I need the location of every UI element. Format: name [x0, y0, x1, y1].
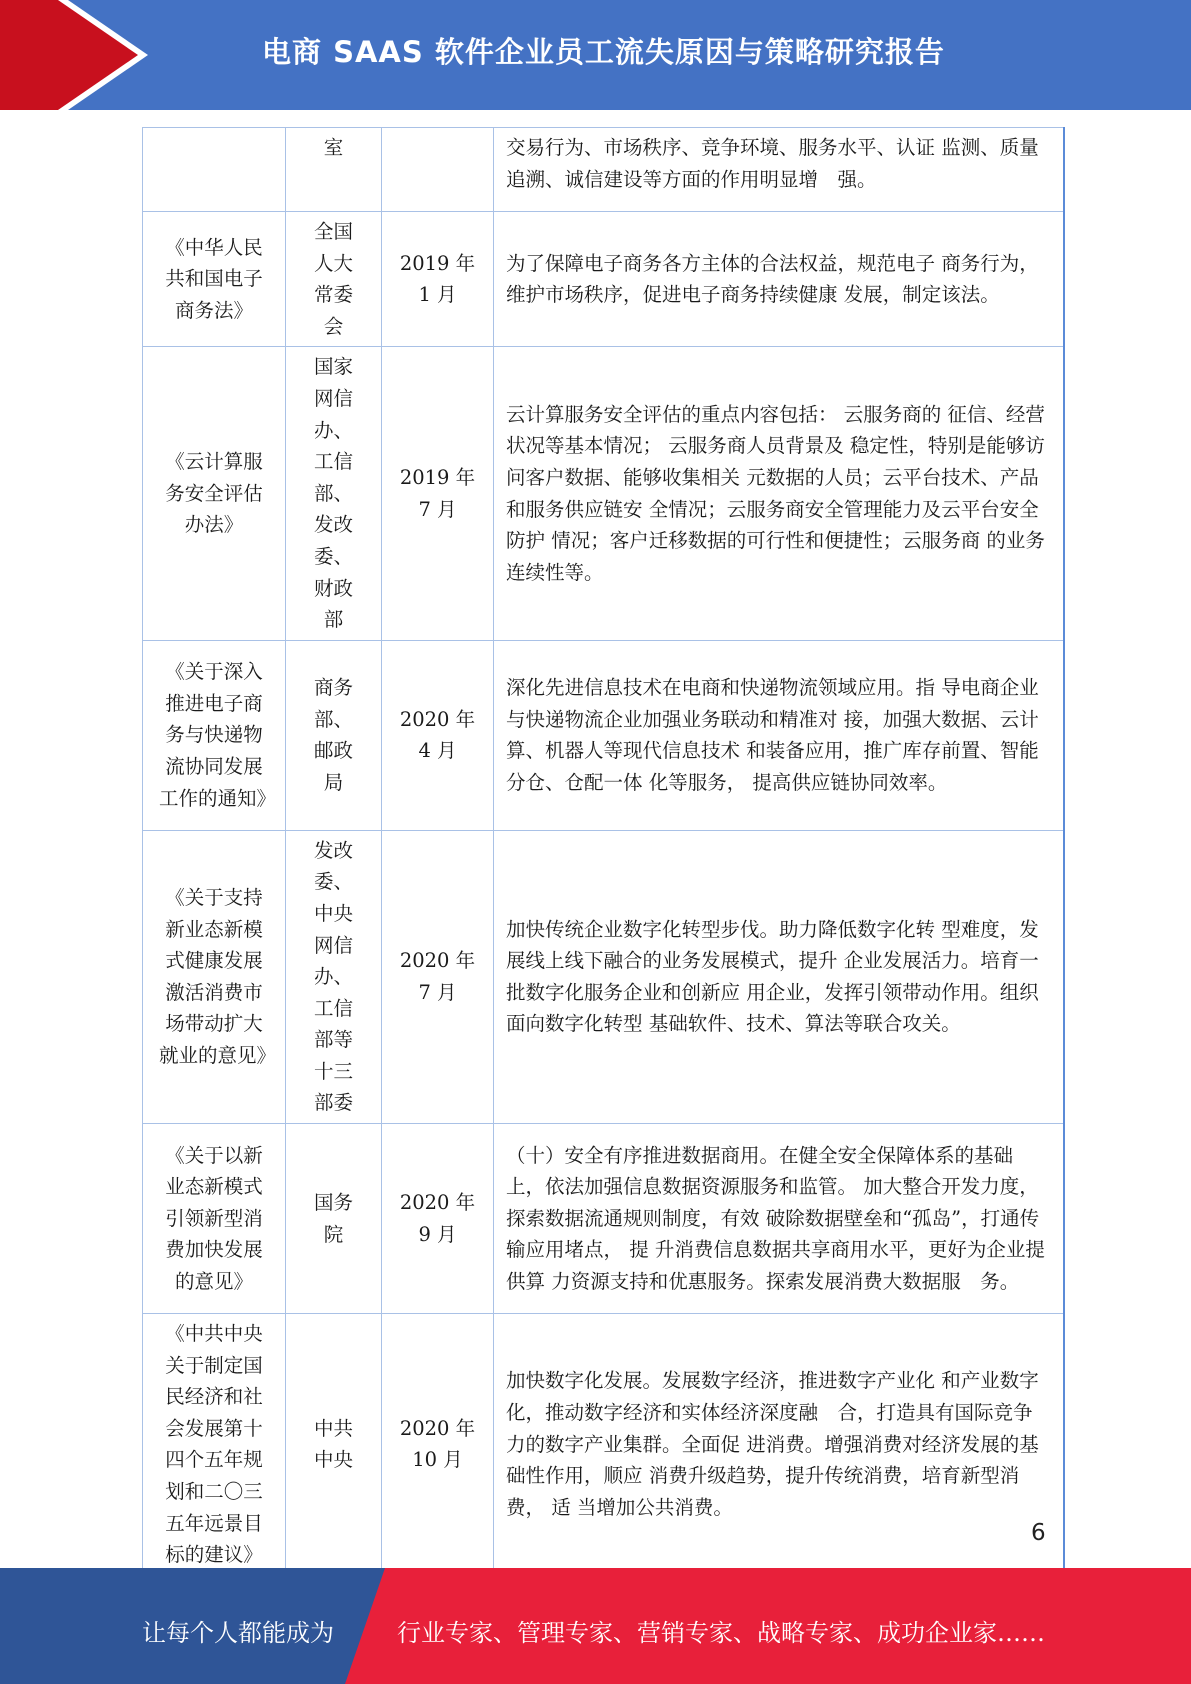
date-cell: 2020 年 9 月 — [382, 1124, 494, 1314]
date-cell: 2019 年 1 月 — [382, 212, 494, 347]
table-row — [143, 1314, 1064, 1576]
policy-name-cell: 《关于以新业态新模式引领新型消费加快发展的意见》 — [143, 1124, 286, 1314]
date-cell: 2020 年 10 月 — [382, 1314, 494, 1576]
table-row — [143, 212, 1064, 347]
policy-name-cell: 《中华人民共和国电子商务法》 — [143, 212, 286, 347]
content-cell: （十）安全有序推进数据商用。在健全安全保障体系的基础上，依法加强信息数据资源服务和监管。 加大整合开发力度， 探索数据流通规则制度，有效 破除数据壁垒和“孤岛”，打通传输应用堵点， 提 升消费信息数据共享商用水平，更好为企业提供算 力资源支持和优惠服务。探索发展消费大数据服 务。 — [494, 1124, 1064, 1314]
report-title: 电商 SAAS 软件企业员工流失原因与策略研究报告 — [262, 35, 945, 69]
issuer-cell: 国务院 — [286, 1124, 382, 1314]
issuer-cell: 中共中央 — [286, 1314, 382, 1576]
issuer-cell: 全国人大常委会 — [286, 212, 382, 347]
issuer-cell: 商务部、邮政局 — [286, 640, 382, 830]
page-number: 6 — [1031, 1520, 1046, 1546]
footer-slogan-right: 行业专家、管理专家、营销专家、战略专家、成功企业家…… — [397, 1619, 1045, 1647]
date-cell: 2020 年 4 月 — [382, 640, 494, 830]
date-cell: 2019 年 7 月 — [382, 347, 494, 640]
content-cell: 交易行为、市场秩序、竞争环境、服务水平、认证 监测、质量追溯、诚信建设等方面的作用明显增 强。 — [494, 128, 1064, 212]
date-cell: 2020 年 7 月 — [382, 830, 494, 1123]
page-header — [0, 0, 1191, 110]
policy-name-cell: 《云计算服务安全评估办法》 — [143, 347, 286, 640]
table-row — [143, 1124, 1064, 1314]
content-cell: 深化先进信息技术在电商和快递物流领域应用。指 导电商企业与快递物流企业加强业务联动和精准对 接，加强大数据、云计算、机器人等现代信息技术 和装备应用，推广库存前置、智能分仓、仓配一体 化等服务， 提高供应链协同效率。 — [494, 640, 1064, 830]
policy-name-cell: 《关于深入推进电子商务与快递物流协同发展工作的通知》 — [143, 640, 286, 830]
table-row — [143, 830, 1064, 1123]
table-row — [143, 640, 1064, 830]
content-cell: 加快数字化发展。发展数字经济，推进数字产业化 和产业数字化，推动数字经济和实体经济深度融 合，打造具有国际竞争力的数字产业集群。全面促 进消费。增强消费对经济发展的基础性作用，顺应 消费升级趋势，提升传统消费，培育新型消费， 适 当增加公共消费。 — [494, 1314, 1064, 1576]
policy-table — [142, 127, 1065, 1576]
policy-name-cell: 《中共中央关于制定国民经济和社会发展第十四个五年规划和二〇三五年远景目标的建议》 — [143, 1314, 286, 1576]
content-cell: 加快传统企业数字化转型步伐。助力降低数字化转 型难度，发展线上线下融合的业务发展模式，提升 企业发展活力。培育一批数字化服务企业和创新应 用企业，发挥引领带动作用。组织面向数字化转型 基础软件、技术、算法等联合攻关。 — [494, 830, 1064, 1123]
footer-slogan-left: 让每个人都能成为 — [142, 1619, 334, 1647]
policy-name-cell — [143, 128, 286, 212]
content-cell: 为了保障电子商务各方主体的合法权益，规范电子 商务行为， 维护市场秩序，促进电子商务持续健康 发展，制定该法。 — [494, 212, 1064, 347]
date-cell — [382, 128, 494, 212]
table-row — [143, 128, 1064, 212]
content-cell: 云计算服务安全评估的重点内容包括： 云服务商的 征信、经营状况等基本情况； 云服务商人员背景及 稳定性，特别是能够访问客户数据、能够收集相关 元数据的人员；云平台技术、产品和服务供应链安 全情况；云服务商安全管理能力及云平台安全防护 情况；客户迁移数据的可行性和便捷性；云服务商 的业务连续性等。 — [494, 347, 1064, 640]
issuer-cell: 室 — [286, 128, 382, 212]
issuer-cell: 国家网信办、工信部、发改委、财政部 — [286, 347, 382, 640]
policy-name-cell: 《关于支持新业态新模式健康发展激活消费市场带动扩大就业的意见》 — [143, 830, 286, 1123]
table-row — [143, 347, 1064, 640]
issuer-cell: 发改委、中央网信办、工信部等十三部委 — [286, 830, 382, 1123]
